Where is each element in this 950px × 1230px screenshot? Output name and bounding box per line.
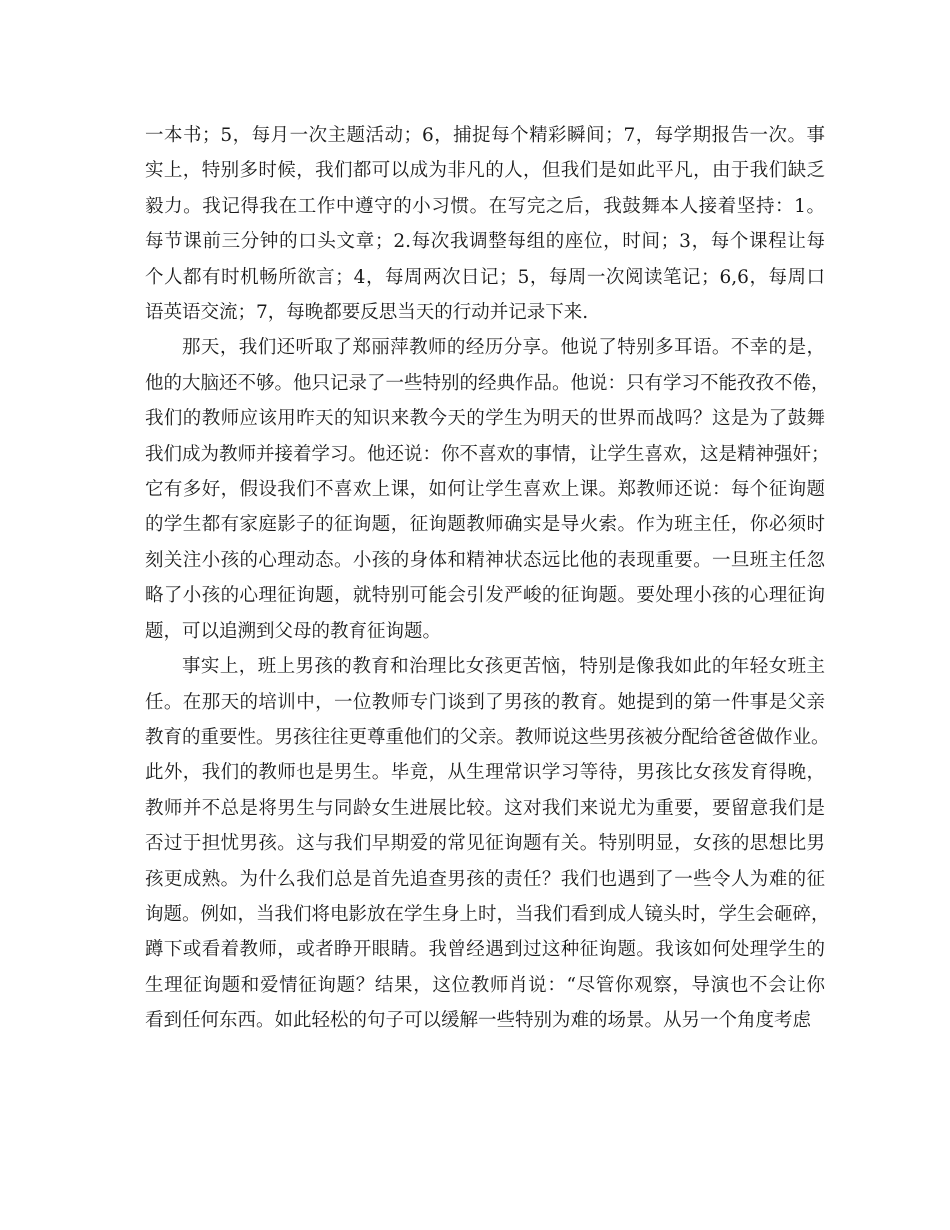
text-line: 的学生都有家庭影子的征询题，征询题教师确实是导火索。作为班主任，你必须时: [145, 514, 825, 536]
text-line: 蹲下或看着教师，或者睁开眼睛。我曾经遇到过这种征询题。我该如何处理学生的: [145, 939, 825, 961]
text-line: 毅力。我记得我在工作中遵守的小习惯。在写完之后，我鼓舞本人接着坚持：1。: [145, 195, 825, 217]
text-line: 生理征询题和爱情征询题？结果，这位教师肖说：“尽管你观察，导演也不会让你: [145, 974, 825, 996]
text-line: 看到任何东西。如此轻松的句子可以缓解一些特别为难的场景。从另一个角度考虑: [145, 1010, 812, 1032]
paragraph-1: [145, 118, 825, 330]
paragraph-3: [145, 649, 830, 1038]
text-line: 题，可以追溯到父母的教育征询题。: [145, 620, 442, 642]
text-line: 他的大脑还不够。他只记录了一些特别的经典作品。他说：只有学习不能孜孜不倦，: [145, 372, 830, 394]
text-line: 个人都有时机畅所欲言；4，每周两次日记；5，每周一次阅读笔记；6,6，每周口: [145, 266, 825, 288]
text-line: 每节课前三分钟的口头文章；2.每次我调整每组的座位，时间；3，每个课程让每: [145, 231, 825, 253]
paragraph-2: [145, 330, 830, 649]
text-line: 语英语交流；7，每晚都要反思当天的行动并记录下来.: [145, 302, 589, 324]
text-line: 它有多好，假设我们不喜欢上课，如何让学生喜欢上课。郑教师还说：每个征询题: [145, 479, 825, 501]
text-line: 任。在那天的培训中，一位教师专门谈到了男孩的教育。她提到的第一件事是父亲: [145, 691, 825, 713]
document-body: [145, 118, 830, 1039]
text-line: 刻关注小孩的心理动态。小孩的身体和精神状态远比他的表现重要。一旦班主任忽: [145, 549, 825, 571]
text-line: 我们成为教师并接着学习。他还说：你不喜欢的事情，让学生喜欢，这是精神强奸；: [145, 443, 830, 465]
text-line: 事实上，班上男孩的教育和治理比女孩更苦恼，特别是像我如此的年轻女班主: [182, 656, 825, 678]
text-line: 此外，我们的教师也是男生。毕竟，从生理常识学习等待，男孩比女孩发育得晚，: [145, 762, 825, 784]
text-line: 教师并不总是将男生与同龄女生进展比较。这对我们来说尤为重要，要留意我们是: [145, 797, 825, 819]
text-line: 略了小孩的心理征询题，就特别可能会引发严峻的征询题。要处理小孩的心理征询: [145, 585, 825, 607]
text-line: 实上，特别多时候，我们都可以成为非凡的人，但我们是如此平凡，由于我们缺乏: [145, 160, 825, 182]
text-line: 那天，我们还听取了郑丽萍教师的经历分享。他说了特别多耳语。不幸的是，: [182, 337, 825, 359]
text-line: 否过于担忧男孩。这与我们早期爱的常见征询题有关。特别明显，女孩的思想比男: [145, 833, 825, 855]
text-line: 询题。例如，当我们将电影放在学生身上时，当我们看到成人镜头时，学生会砸碎，: [145, 903, 830, 925]
text-line: 我们的教师应该用昨天的知识来教今天的学生为明天的世界而战吗？这是为了鼓舞: [145, 408, 825, 430]
text-line: 孩更成熟。为什么我们总是首先追查男孩的责任？我们也遇到了一些令人为难的征: [145, 868, 825, 890]
text-line: 一本书；5，每月一次主题活动；6，捕捉每个精彩瞬间；7，每学期报告一次。事: [145, 125, 825, 146]
text-line: 教育的重要性。男孩往往更尊重他们的父亲。教师说这些男孩被分配给爸爸做作业。: [145, 726, 830, 748]
